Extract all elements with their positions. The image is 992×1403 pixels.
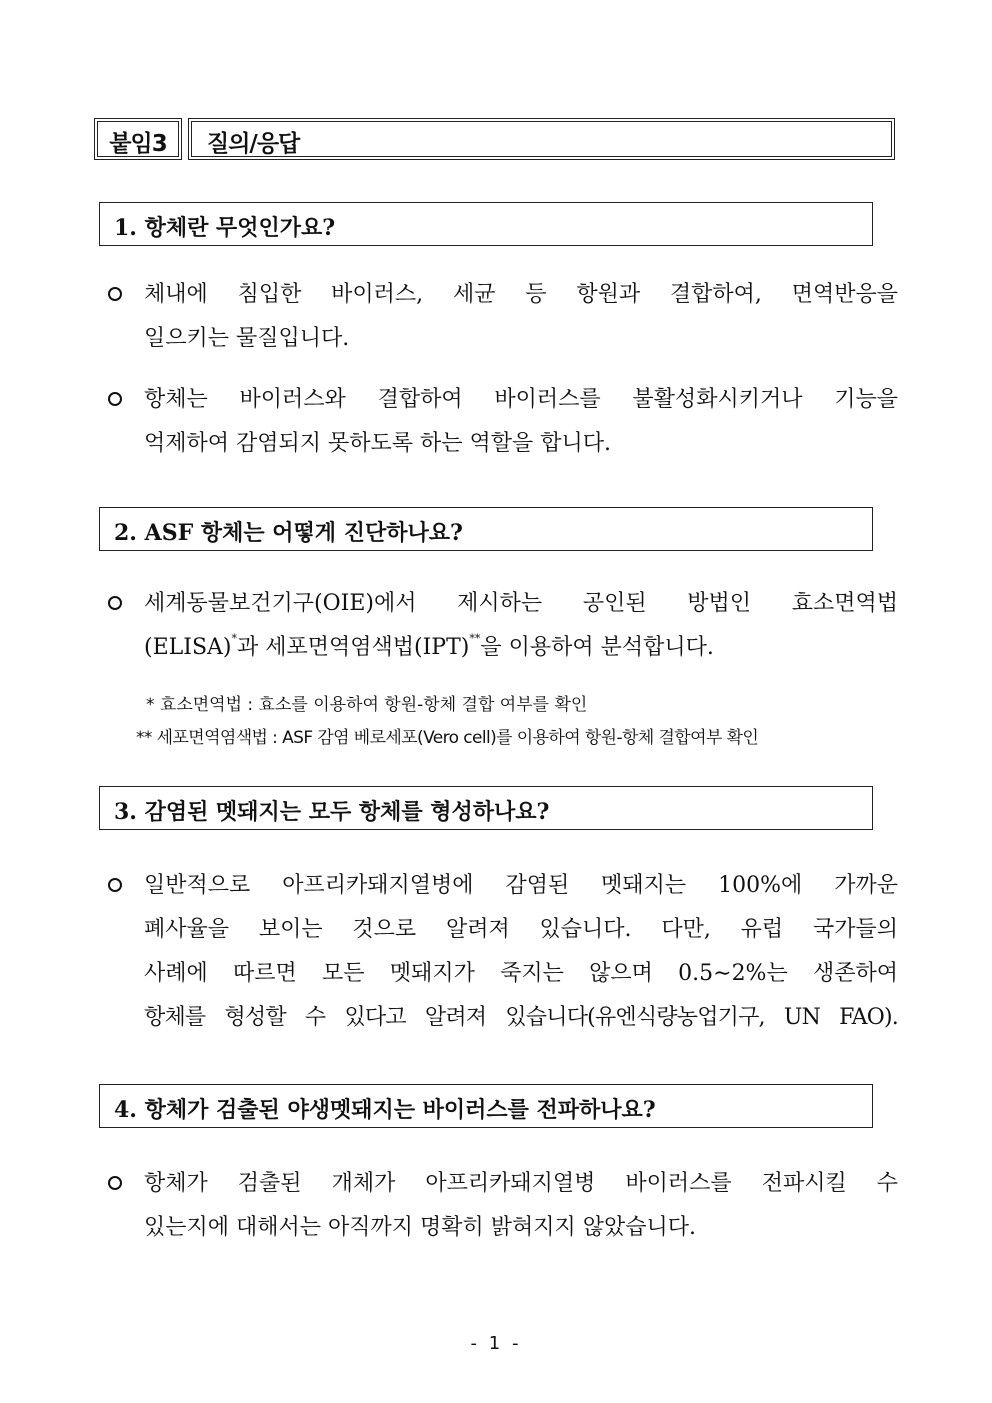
attachment-tag [94, 118, 182, 160]
question-box-2 [99, 507, 873, 551]
answer-text: (ELISA) [144, 635, 232, 660]
question-1: 1. 항체란 무엇인가요? [114, 215, 336, 241]
question-box-3 [99, 786, 873, 830]
answer-line: 사례에 따르면 모든 멧돼지가 죽지는 않으며 0.5∼2%는 생존하여 [144, 961, 898, 986]
footnote-1: * 효소면역법 : 효소를 이용하여 항원-항체 결합 여부를 확인 [146, 695, 588, 715]
answer-text: 과 세포면역염색법(IPT) [236, 635, 470, 660]
circle-bullet-icon [108, 392, 122, 406]
answer-line: 일으키는 물질입니다. [144, 326, 350, 351]
answer-2-1 [108, 582, 898, 670]
attachment-tag-label: 붙임3 [109, 131, 167, 157]
footnote-marker: ** [469, 632, 481, 645]
question-3: 3. 감염된 멧돼지는 모두 항체를 형성하나요? [114, 799, 550, 825]
circle-bullet-icon [108, 878, 122, 892]
footnote-2: ** 세포면역염색법 : ASF 감염 베로세포(Vero cell)를 이용하여 항원-항체 결합여부 확인 [136, 728, 759, 748]
answer-line: 항체는 바이러스와 결합하여 바이러스를 불활성화시키거나 기능을 [144, 387, 898, 412]
answer-1-1 [108, 273, 898, 361]
answer-line: 억제하여 감염되지 못하도록 하는 역할을 합니다. [144, 431, 612, 456]
answer-line: 폐사율을 보이는 것으로 알려져 있습니다. 다만, 유럽 국가들의 [144, 917, 898, 942]
answer-line: 있는지에 대해서는 아직까지 명확히 밝혀지지 않았습니다. [144, 1215, 697, 1240]
answer-line: 체내에 침입한 바이러스, 세균 등 항원과 결합하여, 면역반응을 [144, 282, 898, 307]
question-box-1 [99, 202, 873, 246]
circle-bullet-icon [108, 287, 122, 301]
question-2: 2. ASF 항체는 어떻게 진단하나요? [114, 520, 463, 546]
page-title-box [188, 118, 895, 160]
answer-text: 을 이용하여 분석합니다. [480, 635, 714, 660]
answer-line: 항체가 검출된 개체가 아프리카돼지열병 바이러스를 전파시킬 수 [144, 1171, 898, 1196]
answer-4-1 [108, 1162, 898, 1250]
page-title: 질의/응답 [207, 131, 300, 157]
answer-3-1 [108, 864, 898, 1040]
answer-line: 일반적으로 아프리카돼지열병에 감염된 멧돼지는 100%에 가까운 [144, 873, 898, 898]
answer-line [144, 626, 898, 670]
answer-line: 세계동물보건기구(OIE)에서 제시하는 공인된 방법인 효소면역법 [144, 591, 898, 616]
question-4: 4. 항체가 검출된 야생멧돼지는 바이러스를 전파하나요? [114, 1097, 656, 1123]
page-number: - 1 - [470, 1333, 522, 1354]
question-box-4 [99, 1084, 873, 1128]
answer-line: 항체를 형성할 수 있다고 알려져 있습니다(유엔식량농업기구, UN FAO). [144, 1005, 898, 1030]
answer-1-2 [108, 378, 898, 466]
circle-bullet-icon [108, 596, 122, 610]
footnote-marker: * [231, 632, 237, 645]
circle-bullet-icon [108, 1176, 122, 1190]
